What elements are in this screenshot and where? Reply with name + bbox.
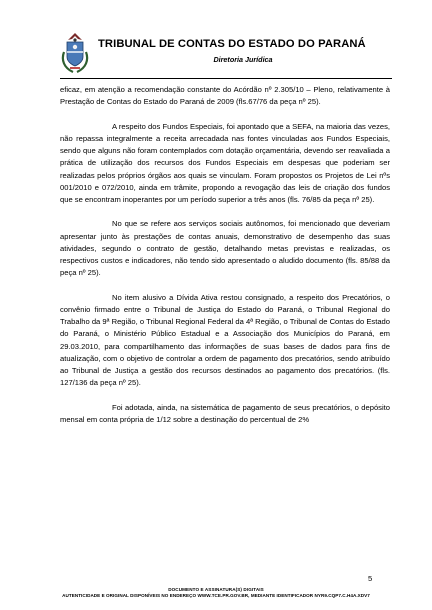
- paragraph: Foi adotada, ainda, na sistemática de pagamento de seus precatórios, o depósito mensal em conta própria de 1/12 sobre a destinação do percentual de 2%: [60, 402, 390, 424]
- page-number: 5: [368, 574, 373, 583]
- paragraph: A respeito dos Fundos Especiais, foi apontado que a SEFA, na maioria das vezes, não repassa integralmente a receita arrecadada nas fontes vinculadas aos Fundos Especiais, sendo que alguns não foram contemplados com dotação orçamentária, devendo ser reavaliada a prática de utilização dos recursos dos Fundos Especiais em despesas que poderiam ser realizadas pelos próprios órgãos aos quais se vinculam. Foram propostos os Projetos de Lei nºs 001/2010 e 072/2010, ainda em trâmite, propondo a revogação das leis de criação dos fundos que se encontram inoperantes por um período superior a três anos (fls. 76/85 da peça nº 25).: [60, 121, 390, 204]
- paragraph: eficaz, em atenção a recomendação constante do Acórdão nº 2.305/10 – Pleno, relativamente à Prestação de Contas do Estado do Paraná de 2009 (fls.67/76 da peça nº 25).: [60, 85, 390, 107]
- footer-title: DOCUMENTO E ASSINATURA(S) DIGITAIS: [168, 587, 264, 592]
- organization-title: TRIBUNAL DE CONTAS DO ESTADO DO PARANÁ: [98, 38, 366, 50]
- letterhead: [58, 30, 388, 78]
- header-divider: [60, 78, 392, 79]
- paragraph: No item alusivo a Dívida Ativa restou consignado, a respeito dos Precatórios, o convênio firmado entre o Tribunal de Justiça do Estado do Paraná, o Tribunal Regional do Trabalho da 9ª Região, o Tribunal Regional Federal da 4ª Região, o Tribunal de Contas do Estado do Paraná, o Ministério Público Estadual e a Associação dos Municípios do Paraná, em 29.03.2010, para compartilhamento das informações de suas bases de dados para fins de atualização, com o objetivo de controlar a ordem de pagamento dos precatórios, sendo atribuído ao Tribunal de Justiça a gestão dos recursos destinados ao pagamento dos precatórios. (fls. 127/136 da peça nº 25).: [60, 292, 390, 388]
- paragraph: No que se refere aos serviços sociais autônomos, foi mencionado que deveriam apresentar junto às prestações de contas anuais, demonstrativo de desempenho das suas atividades, segundo o contrato de gestão, detalhando metas previstas e realizadas, os respectivos custos e indicadores, não tendo sido apresentado o aludido documento (fls. 85/88 da peça nº 25).: [60, 219, 390, 278]
- department-name: Diretoria Jurídica: [213, 55, 273, 64]
- coat-of-arms-icon: [58, 30, 92, 74]
- digital-signature-footer: [0, 587, 432, 598]
- footer-authenticity-notice: AUTENTICIDADE E ORIGINAL DISPONÍVEIS NO ENDEREÇO WWW.TCE.PR.GOV.BR, MEDIANTE IDENTIFICADOR NYR9.CQP7.C.H4A.XDV7: [62, 593, 370, 598]
- document-body: [60, 84, 390, 438]
